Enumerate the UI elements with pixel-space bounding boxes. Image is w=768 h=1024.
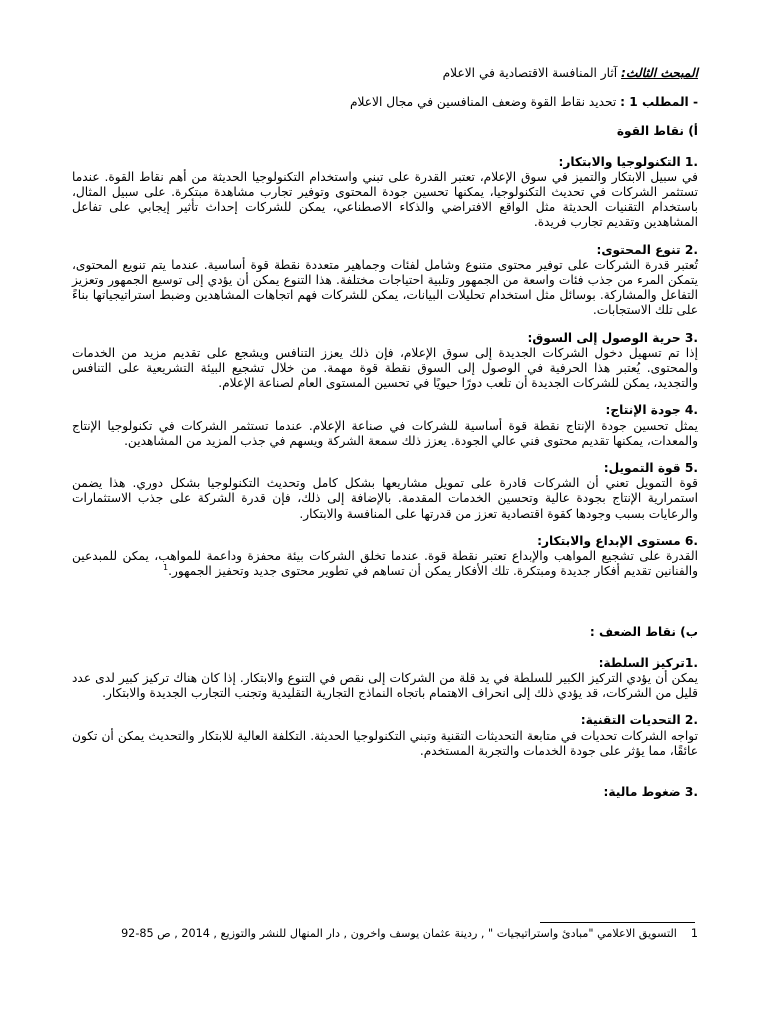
spacer: [72, 771, 698, 785]
item-title: .6 مستوى الإبداع والابتكار:: [537, 533, 698, 548]
strength-item: [72, 155, 698, 231]
chapter-heading: [72, 66, 698, 81]
footnote-text: التسويق الاعلامي "مبادئ واستراتيجيات " , ردينة عثمان يوسف واخرون , دار المنهال للنشر والتوزيع , 2014 , ص 85-92: [121, 927, 677, 940]
section-label: - المطلب 1 :: [620, 95, 698, 110]
strength-item: [72, 331, 698, 392]
strengths-title: أ) نقاط القوة: [616, 124, 698, 139]
item-body: يمكن أن يؤدي التركيز الكبير للسلطة في يد قلة من الشركات إلى نقص في التنوع والابتكار. إذا كان هناك تركيز كبير لدى عدد قليل من الشركات، قد يؤدي ذلك إلى انحراف الاهتمام باتجاه النماذج التجارية التقليدية وتجنب التجارب الجديدة والابتكار.: [72, 670, 698, 701]
item-title: .1 التكنولوجيا والابتكار:: [558, 154, 698, 169]
strength-item: [72, 534, 698, 580]
item-title: .3 ضغوط مالية:: [603, 784, 698, 799]
item-title: .3 حرية الوصول إلى السوق:: [527, 330, 698, 345]
item-body: تُعتبر قدرة الشركات على توفير محتوى متنوع وشامل لفئات وجماهير متعددة نقطة قوة أساسية. عندما يتم تنويع المحتوى، يتمكن المرء من جذب فئات واسعة من الجمهور وتلبية احتياجات مختلفة. هذا التنوع يمكن أن يؤدي إلى توسيع الجمهور وتعزيز التفاعل والمشاركة. بوسائل مثل استخدام تحليلات البيانات، يمكن للشركات فهم اتجاهات المشاهدين وضبط استراتيجياتها بناءً على تلك الاستجابات.: [72, 257, 698, 318]
item-body: تواجه الشركات تحديات في متابعة التحديثات التقنية وتبني التكنولوجيا الحديثة. التكلفة العالية للابتكار والتحديث يمكن أن تكون عائقًا، مما يؤثر على جودة الخدمات والتجربة المستخدم.: [72, 728, 698, 758]
item-body: [72, 549, 698, 579]
footnote-number: 1: [690, 927, 698, 940]
strength-item: [72, 403, 698, 449]
section-title: تحديد نقاط القوة وضعف المنافسين في مجال الاعلام: [349, 95, 621, 110]
chapter-title: آثار المنافسة الاقتصادية في الاعلام: [442, 66, 622, 80]
footnote: [72, 926, 698, 941]
item-body: يمثل تحسين جودة الإنتاج نقطة قوة أساسية للشركات في صناعة الإعلام. عندما تستثمر الشركات في تكنولوجيا الإنتاج والمعدات، يمكنها تقديم محتوى فني عالي الجودة. يعزز ذلك سمعة الشركة ويسهم في جذب المزيد من المشاهدين.: [72, 418, 698, 448]
item-body: قوة التمويل تعني أن الشركات قادرة على تمويل مشاريعها بشكل كامل وتحديث التكنولوجيا بشكل دوري. هذا يضمن استمرارية الإنتاج بجودة عالية وتحسين الخدمات المقدمة. بالإضافة إلى ذلك، فإن قدرة الشركة على جذب الاستثمارات والرعايات بسبب وجودها كقوة اقتصادية تعزز من قدرتها على المنافسة والابتكار.: [72, 476, 698, 521]
weaknesses-title: ب) نقاط الضعف :: [589, 625, 698, 640]
weakness-item: [72, 785, 698, 800]
weakness-item: [72, 713, 698, 759]
document-page: [72, 66, 698, 812]
item-title: .1تركيز السلطة:: [598, 655, 698, 670]
weakness-item: [72, 656, 698, 702]
item-title: .5 قوة التمويل:: [603, 461, 698, 476]
strength-item: [72, 461, 698, 522]
item-title: .4 جودة الإنتاج:: [605, 403, 698, 418]
item-body: في سبيل الابتكار والتميز في سوق الإعلام، تعتبر القدرة على تبني واستخدام التكنولوجيا الحديثة من أهم نقاط القوة. عندما تستثمر الشركات في تحديث التكنولوجيا، يمكنها تحسين جودة المحتوى وتوفير تجارب مشاهدة مبتكرة. على سبيل المثال، باستخدام التقنيات الحديثة مثل الواقع الافتراضي والذكاء الاصطناعي، يمكن للشركات إحداث تأثير إيجابي على تفاعل المشاهدين وتقديم تجارب فريدة.: [72, 169, 698, 230]
item-body-text: القدرة على تشجيع المواهب والإبداع تعتبر نقطة قوة. عندما تخلق الشركات بيئة محفزة وداعمة للمواهب، يمكن للمبدعين والفنانين تقديم أفكار جديدة ومبتكرة. تلك الأفكار يمكن أن تساهم في تطوير محتوى جديد وتحفيز الجمهور.: [72, 549, 698, 579]
item-body: إذا تم تسهيل دخول الشركات الجديدة إلى سوق الإعلام، فإن ذلك يعزز التنافس ويشجع على تقديم مزيد من الخدمات والمحتوى. يُعتبر هذا الحرفية في الوصول إلى السوق نقطة قوة مهمة. من خلال تشجيع البيئة التشريعية على التنافس والتجديد، يمكن للشركات الجديدة أن تلعب دورًا حيويًا في تحسين المستوى العام لصناعة الإعلام.: [72, 345, 698, 391]
item-title: .2 التحديات التقنية:: [580, 713, 698, 728]
spacer: [72, 591, 698, 625]
section-heading: [72, 95, 698, 110]
strength-item: [72, 243, 698, 319]
footnote-ref[interactable]: 1: [163, 563, 169, 573]
footnote-divider: [540, 922, 695, 923]
item-title: .2 تنوع المحتوى:: [596, 242, 698, 257]
chapter-label: المبحث الثالث:: [621, 66, 698, 80]
